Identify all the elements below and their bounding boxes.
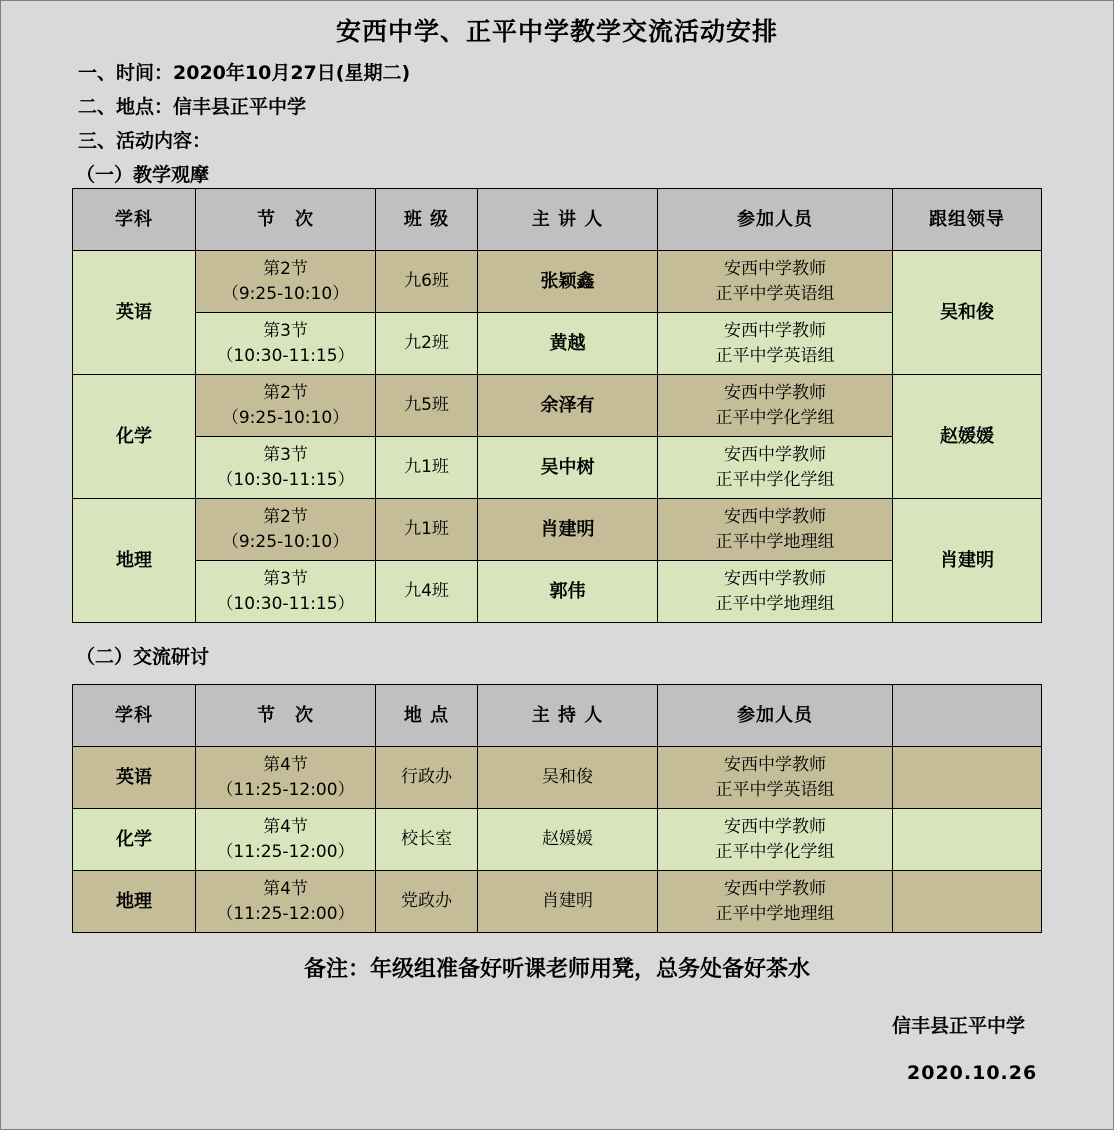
period-time: （9:25-10:10）: [221, 407, 350, 428]
period-label: 第4节: [263, 754, 308, 775]
header-leader: 跟组领导: [893, 189, 1042, 251]
table-row: [73, 375, 1042, 437]
attendee-line: 安西中学教师: [724, 754, 826, 775]
attendee-line: 正平中学化学组: [715, 469, 835, 490]
period-label: 第2节: [263, 506, 308, 527]
attendees-cell: [658, 437, 893, 499]
table-header-row: [73, 685, 1042, 747]
header-host: 主 持 人: [478, 685, 658, 747]
subject-cell: 化学: [73, 375, 196, 499]
subject-cell: 英语: [73, 251, 196, 375]
attendee-line: 正平中学地理组: [715, 903, 835, 924]
header-class: 班 级: [376, 189, 478, 251]
period-label: 第2节: [263, 258, 308, 279]
period-label: 第4节: [263, 878, 308, 899]
attendees-cell: [658, 871, 893, 933]
host-cell: 赵媛媛: [478, 809, 658, 871]
attendee-line: 正平中学英语组: [715, 779, 835, 800]
class-cell: 九4班: [376, 561, 478, 623]
header-blank: [893, 685, 1042, 747]
signature-date: 2020.10.26: [907, 1062, 1038, 1084]
attendee-line: 正平中学化学组: [715, 407, 835, 428]
location-cell: 行政办: [376, 747, 478, 809]
attendees-cell: [658, 499, 893, 561]
attendee-line: 安西中学教师: [724, 878, 826, 899]
location-cell: 校长室: [376, 809, 478, 871]
location-cell: 党政办: [376, 871, 478, 933]
period-time: （11:25-12:00）: [216, 779, 355, 800]
speaker-cell: 张颖鑫: [478, 251, 658, 313]
page-title: 安西中学、正平中学教学交流活动安排: [335, 17, 778, 46]
info-place: 二、地点：信丰县正平中学: [78, 96, 307, 118]
header-attendees: 参加人员: [658, 685, 893, 747]
attendees-cell: [658, 561, 893, 623]
period-label: 第3节: [263, 320, 308, 341]
speaker-cell: 余泽有: [478, 375, 658, 437]
header-subject: 学科: [73, 189, 196, 251]
class-cell: 九6班: [376, 251, 478, 313]
speaker-cell: 郭伟: [478, 561, 658, 623]
header-attendees: 参加人员: [658, 189, 893, 251]
class-cell: 九5班: [376, 375, 478, 437]
info-content: 三、活动内容：: [78, 130, 212, 152]
subject-cell: 地理: [73, 871, 196, 933]
table-row: [73, 747, 1042, 809]
discussion-table: [72, 684, 1042, 933]
period-time: （10:30-11:15）: [216, 345, 355, 366]
leader-cell: 赵媛媛: [893, 375, 1042, 499]
period-cell: [196, 499, 376, 561]
speaker-cell: 吴中树: [478, 437, 658, 499]
leader-cell: 肖建明: [893, 499, 1042, 623]
attendee-line: 正平中学化学组: [715, 841, 835, 862]
attendee-line: 正平中学地理组: [715, 593, 835, 614]
period-cell: [196, 747, 376, 809]
class-cell: 九2班: [376, 313, 478, 375]
period-label: 第3节: [263, 568, 308, 589]
attendee-line: 正平中学地理组: [715, 531, 835, 552]
attendees-cell: [658, 809, 893, 871]
header-period: 节 次: [196, 189, 376, 251]
table-row: [73, 251, 1042, 313]
period-label: 第3节: [263, 444, 308, 465]
attendee-line: 安西中学教师: [724, 444, 826, 465]
period-label: 第2节: [263, 382, 308, 403]
table-header-row: [73, 189, 1042, 251]
subject-cell: 化学: [73, 809, 196, 871]
period-cell: [196, 437, 376, 499]
observation-table: [72, 188, 1042, 623]
subject-cell: 地理: [73, 499, 196, 623]
host-cell: 吴和俊: [478, 747, 658, 809]
class-cell: 九1班: [376, 499, 478, 561]
attendee-line: 安西中学教师: [724, 816, 826, 837]
attendee-line: 安西中学教师: [724, 568, 826, 589]
speaker-cell: 肖建明: [478, 499, 658, 561]
header-period: 节 次: [196, 685, 376, 747]
attendees-cell: [658, 313, 893, 375]
attendee-line: 安西中学教师: [724, 506, 826, 527]
attendee-line: 正平中学英语组: [715, 345, 835, 366]
attendee-line: 安西中学教师: [724, 320, 826, 341]
period-time: （9:25-10:10）: [221, 283, 350, 304]
leader-cell: 吴和俊: [893, 251, 1042, 375]
header-location: 地 点: [376, 685, 478, 747]
blank-cell: [893, 871, 1042, 933]
host-cell: 肖建明: [478, 871, 658, 933]
table-row: [73, 499, 1042, 561]
period-time: （10:30-11:15）: [216, 593, 355, 614]
attendee-line: 安西中学教师: [724, 258, 826, 279]
attendees-cell: [658, 747, 893, 809]
period-cell: [196, 809, 376, 871]
table-row: [73, 871, 1042, 933]
blank-cell: [893, 809, 1042, 871]
attendees-cell: [658, 251, 893, 313]
period-label: 第4节: [263, 816, 308, 837]
period-cell: [196, 871, 376, 933]
period-time: （11:25-12:00）: [216, 903, 355, 924]
header-speaker: 主 讲 人: [478, 189, 658, 251]
class-cell: 九1班: [376, 437, 478, 499]
attendee-line: 安西中学教师: [724, 382, 826, 403]
period-time: （10:30-11:15）: [216, 469, 355, 490]
period-cell: [196, 251, 376, 313]
section2-heading: （二）交流研讨: [76, 646, 210, 668]
header-subject: 学科: [73, 685, 196, 747]
subject-cell: 英语: [73, 747, 196, 809]
period-time: （9:25-10:10）: [221, 531, 350, 552]
period-time: （11:25-12:00）: [216, 841, 355, 862]
info-time: 一、时间：2020年10月27日(星期二): [78, 62, 411, 84]
speaker-cell: 黄越: [478, 313, 658, 375]
blank-cell: [893, 747, 1042, 809]
period-cell: [196, 561, 376, 623]
attendees-cell: [658, 375, 893, 437]
signature-org: 信丰县正平中学: [892, 1015, 1026, 1037]
attendee-line: 正平中学英语组: [715, 283, 835, 304]
period-cell: [196, 375, 376, 437]
remark-note: 备注：年级组准备好听课老师用凳，总务处备好茶水: [303, 957, 810, 982]
table-row: [73, 809, 1042, 871]
section1-heading: （一）教学观摩: [76, 164, 210, 186]
period-cell: [196, 313, 376, 375]
